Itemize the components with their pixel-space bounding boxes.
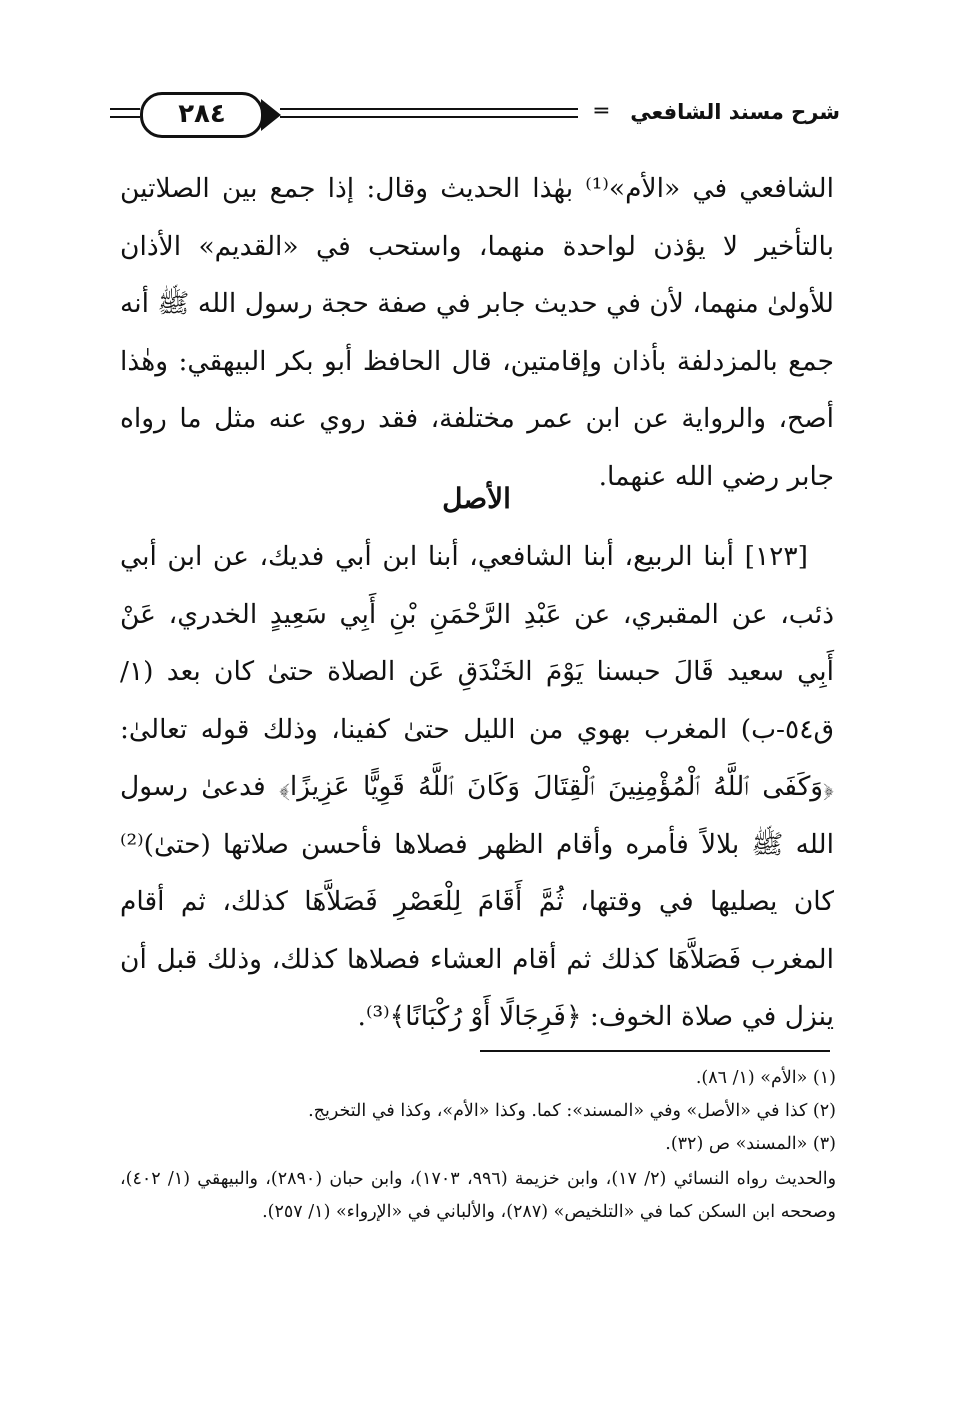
footnote-2: (٢) كذا في «الأصل» وفي «المسند»: كما. وكذا «الأم»، وكذا في التخريج. [308, 1101, 836, 1121]
page-number-badge [140, 92, 264, 138]
page-header [110, 78, 840, 148]
footnote-takhrij: والحديث رواه النسائي (٢/ ١٧)، وابن خزيمة (٩٩٦، ١٧٠٣)، وابن حبان (٢٨٩٠)، والبيهقي (١/ ٤٠٢)، وصححه ابن السكن كما في «التلخيص» (٢٨٧)، والألباني في «الإرواء» (١/ ٢٥٧). [120, 1169, 837, 1222]
hadith-paragraph: [١٢٣] أبنا الربيع، أبنا الشافعي، أبنا ابن أبي فديك، عن ابن أبي ذئب، عن المقبري، عن عَبْدِ الرَّحْمَنِ بْنِ أَبِي سَعِيدٍ الخدري، عَنْ أَبِي سعيد قَالَ حبسنا يَوْمَ الخَنْدَقِ عَن الصلاة حتىٰ كان بعد (١/ق٥٤-ب) المغرب بهوي من الليل حتىٰ كفينا، وذلك قوله تعالىٰ: ﴿وَكَفَى ٱللَّهُ ٱلْمُؤْمِنِينَ ٱلْقِتَالَ وَكَانَ ٱللَّهُ قَوِيًّا عَزِيزًا﴾ فدعىٰ رسول الله ﷺ بلالاً فأمره وأقام الظهر فصلاها فأحسن صلاتها (حتىٰ)⁽²⁾ كان يصليها في وقتها، ثُمَّ أَقَامَ لِلْعَصْرِ فَصَلاَّهَا كذلك، ثم أقام المغرب فَصَلاَّهَا كذلك ثم أقام العشاء فصلاها كذلك، وذلك قبل أن ينزل في صلاة الخوف: ﴿فَرِجَالًا أَوْ رُكْبَانًا﴾⁽³⁾. [120, 541, 834, 1032]
commentary-paragraph: الشافعي في «الأم»⁽¹⁾ بهٰذا الحديث وقال: إذا جمع بين الصلاتين بالتأخير لا يؤذن لواحدة منهما، واستحب في «القديم» الأذان للأولىٰ منهما، لأن في حديث جابر في صفة حجة رسول الله ﷺ أنه جمع بالمزدلفة بأذان وإقامتين، قال الحافظ أبو بكر البيهقي: وهٰذا أصح، والرواية عن ابن عمر مختلفة، فقد روي عنه مثل ما رواه جابر رضي الله عنهما. [120, 173, 834, 492]
header-rule [280, 108, 578, 118]
page-number: ٢٨٤ [178, 99, 226, 129]
footnotes [120, 1062, 836, 1229]
footnote-3: (٣) «المسند» ص (٣٢). [665, 1134, 836, 1154]
section-heading: الأصل [442, 482, 511, 515]
footnote-separator [480, 1050, 830, 1052]
header-rule-left [110, 108, 140, 118]
footnote-1: (١) «الأم» (١/ ٨٦). [695, 1068, 836, 1088]
title-ornament: ═ [594, 98, 608, 124]
running-title: شرح مسند الشافعي [630, 100, 840, 124]
